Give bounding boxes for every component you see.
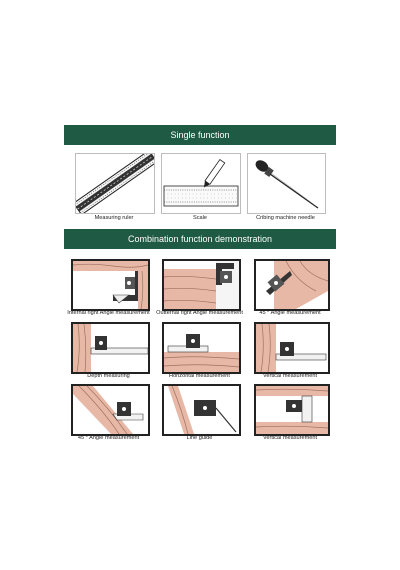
caption-measuring-ruler: Measuring ruler	[94, 215, 134, 221]
internal-right-angle-icon	[73, 261, 148, 309]
angle-45-icon	[73, 386, 148, 434]
demo-panel-vertical-measurement-2	[254, 384, 330, 436]
horizontal-measurement-icon	[164, 324, 239, 372]
demo-panel-depth-measuring	[71, 322, 150, 374]
caption-45-angle-2: 45 ° Angle measurement	[77, 435, 140, 441]
demo-panel-horizontal-measurement	[162, 322, 241, 374]
external-right-angle-icon	[164, 261, 239, 309]
depth-measuring-icon	[73, 324, 148, 372]
caption-45-angle: 45 ° Angle measurement	[259, 310, 321, 316]
measuring-ruler-icon	[76, 154, 154, 213]
vertical-measurement-icon	[256, 324, 328, 372]
vertical-measurement-icon	[256, 386, 328, 434]
measuring-ruler-panel	[75, 153, 155, 214]
demo-panel-external-right-angle	[162, 259, 241, 311]
line-guide-icon	[164, 386, 239, 434]
angle-45-icon	[256, 261, 328, 309]
section-banner-combination	[64, 229, 336, 249]
scriber-needle-panel	[247, 153, 326, 214]
caption-horizontal-measurement: Horizontal measurement	[169, 373, 230, 379]
section-title: Combination function demonstration	[127, 234, 273, 244]
scriber-needle-icon	[248, 154, 325, 213]
demo-panel-45-angle-2	[71, 384, 150, 436]
caption-line-guide: Line guide	[186, 435, 213, 441]
caption-vertical-measurement: Vertical measurement	[262, 373, 318, 379]
scale-icon	[162, 154, 240, 213]
section-title: Single function	[170, 130, 230, 140]
caption-external-right-angle: Outternal right Angle measurement	[156, 310, 243, 316]
scale-panel	[161, 153, 241, 214]
caption-scale: Scale	[193, 215, 207, 221]
demo-panel-45-angle	[254, 259, 330, 311]
caption-scriber-needle: Cribing machine needle	[256, 215, 315, 221]
section-banner-single-function	[64, 125, 336, 145]
demo-panel-vertical-measurement	[254, 322, 330, 374]
demo-panel-internal-right-angle	[71, 259, 150, 311]
caption-vertical-measurement-2: Vertical measurement	[262, 435, 318, 441]
caption-depth-measuring: Depth measuring	[87, 373, 130, 379]
caption-internal-right-angle: Internal right Angle measurement	[67, 310, 150, 316]
demo-panel-line-guide	[162, 384, 241, 436]
